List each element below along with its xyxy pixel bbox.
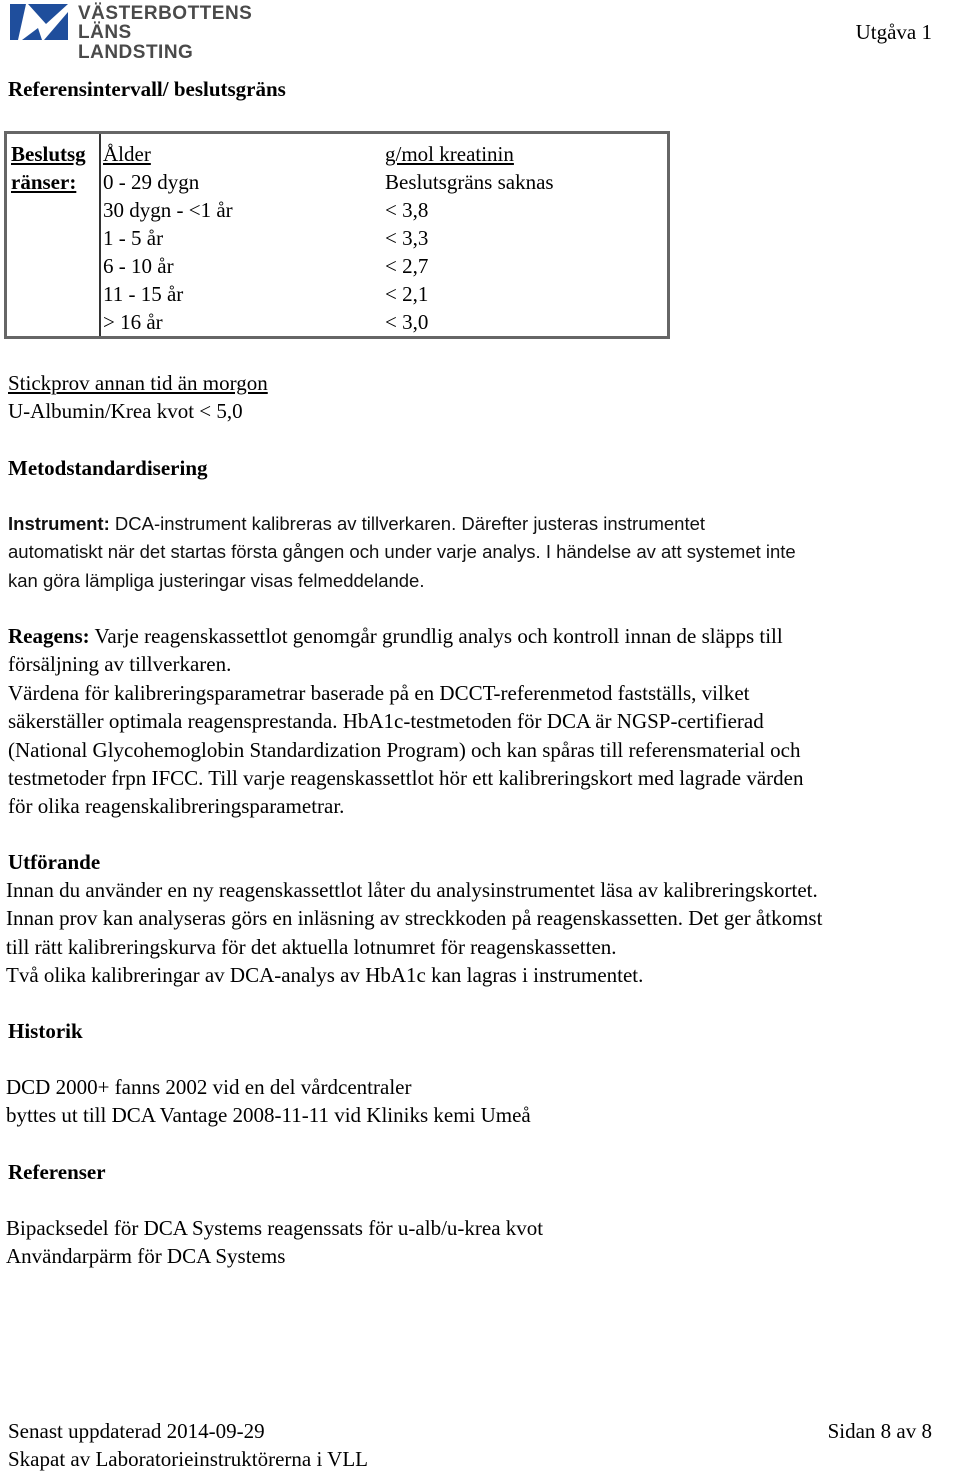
reagent-line: Värdena för kalibreringsparametrar baserade på en DCCT-referenmetod fastställs, vilket	[8, 680, 750, 705]
sample-heading: Stickprov annan tid än morgon	[8, 371, 268, 395]
reference-table	[4, 131, 670, 339]
edition-label: Utgåva 1	[855, 20, 932, 44]
reference-item: Användarpärm för DCA Systems	[6, 1244, 286, 1269]
table-row-age: 6 - 10 år	[103, 254, 174, 278]
table-row-age: 30 dygn - <1 år	[103, 198, 233, 222]
reagent-line: (National Glycohemoglobin Standardization Program) och kan spåras till referensmaterial och	[8, 737, 801, 762]
instrument-line: DCA-instrument kalibreras av tillverkaren. Därefter justeras instrumentet	[114, 513, 706, 534]
logo-text-line2: LÄNS LANDSTING	[78, 22, 194, 63]
method-heading: Metodstandardisering	[8, 456, 208, 480]
history-line: byttes ut till DCA Vantage 2008-11-11 vid Kliniks kemi Umeå	[6, 1103, 531, 1128]
history-paragraph	[6, 1073, 531, 1130]
footer-page-number: Sidan 8 av 8	[827, 1419, 932, 1443]
table-row-age: 0 - 29 dygn	[103, 170, 200, 194]
footer-updated: Senast uppdaterad 2014-09-29	[8, 1419, 265, 1443]
procedure-line: Innan du använder en ny reagenskassettlot låter du analysinstrumentet läsa av kalibreringskortet.	[6, 878, 818, 902]
logo-text-line1: VÄSTERBOTTENS	[78, 3, 253, 24]
procedure-line: Två olika kalibreringar av DCA-analys av HbA1c kan lagras i instrumentet.	[6, 963, 644, 988]
table-row-age: 11 - 15 år	[103, 282, 184, 306]
table-label-line1: Beslutsg	[11, 142, 86, 166]
reagent-line: försäljning av tillverkaren.	[8, 652, 232, 677]
table-header-age: Ålder	[103, 142, 151, 166]
table-row-age: > 16 år	[103, 310, 163, 334]
reagent-paragraph	[8, 622, 953, 821]
instrument-line: kan göra lämpliga justeringar visas felmeddelande.	[8, 569, 425, 591]
references-paragraph	[6, 1214, 543, 1271]
instrument-paragraph	[8, 510, 948, 595]
references-heading: Referenser	[8, 1160, 106, 1184]
procedure-paragraph	[6, 876, 956, 990]
instrument-label: Instrument:	[8, 513, 110, 534]
procedure-line: till rätt kalibreringskurva för det aktuella lotnumret för reagenskassetten.	[6, 934, 617, 959]
reagent-label: Reagens:	[8, 624, 90, 648]
table-header-value: g/mol kreatinin	[385, 142, 514, 166]
history-heading: Historik	[8, 1019, 83, 1043]
reagent-line: säkerställer optimala reagensprestanda. HbA1c-testmetoden för DCA är NGSP-certifierad	[8, 709, 764, 734]
procedure-line: Innan prov kan analyseras görs en inläsning av streckkoden på reagenskassetten. Det ger åtkomst	[6, 906, 823, 931]
table-row-value: < 2,1	[385, 282, 429, 306]
instrument-line: automatiskt när det startas första gången och under varje analys. I händelse av att systemet inte	[8, 541, 796, 563]
history-line: DCD 2000+ fanns 2002 vid en del vårdcentraler	[6, 1075, 412, 1099]
reference-heading: Referensintervall/ beslutsgräns	[8, 77, 286, 101]
table-label-line2: ränser:	[11, 170, 77, 194]
organization-logo	[8, 2, 253, 63]
sample-value: U-Albumin/Krea kvot < 5,0	[8, 399, 243, 423]
table-row-value: Beslutsgräns saknas	[385, 170, 554, 194]
table-row-value: < 3,8	[385, 198, 429, 222]
reagent-line: Varje reagenskassettlot genomgår grundlig analys och kontroll innan de släpps till	[94, 624, 783, 648]
table-row-value: < 3,3	[385, 226, 429, 250]
reference-item: Bipacksedel för DCA Systems reagenssats för u-alb/u-krea kvot	[6, 1216, 544, 1240]
footer-created-by: Skapat av Laboratorieinstruktörerna i VLL	[8, 1447, 368, 1471]
table-row-value: < 2,7	[385, 254, 429, 278]
reagent-line: testmetoder frpn IFCC. Till varje reagenskassettlot hör ett kalibreringskort med lagrade värden	[8, 766, 804, 791]
table-row-age: 1 - 5 år	[103, 226, 164, 250]
reagent-line: för olika reagenskalibreringsparametrar.	[8, 794, 345, 819]
logo-mark-icon	[8, 2, 70, 42]
table-row-value: < 3,0	[385, 310, 429, 334]
procedure-heading: Utförande	[8, 850, 101, 874]
